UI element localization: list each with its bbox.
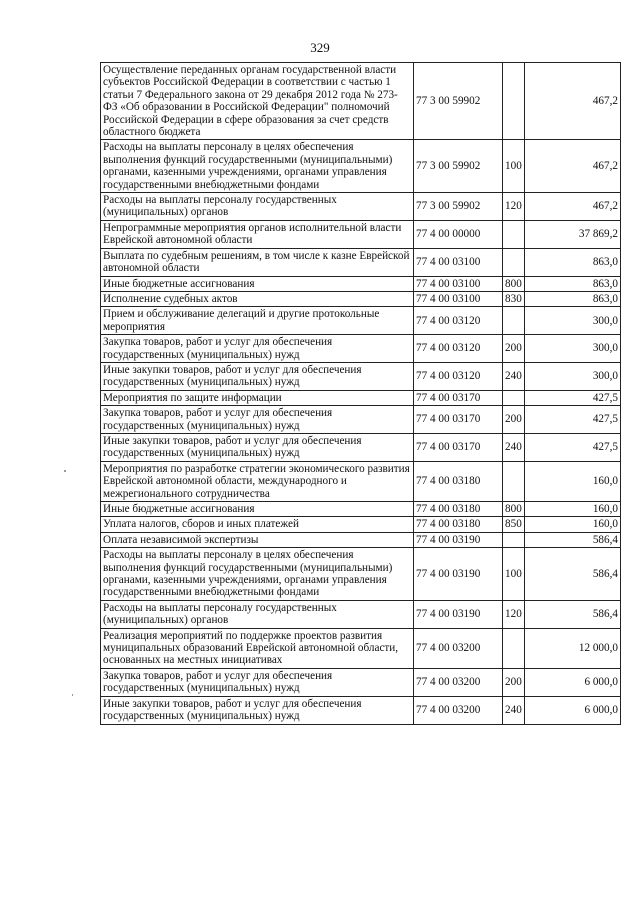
row-code-cell: 77 4 00 03100	[414, 291, 503, 306]
table-row	[101, 248, 621, 276]
row-type-cell: 850	[503, 517, 525, 532]
row-name-cell: Закупка товаров, работ и услуг для обеспечения государственных (муниципальных) нужд	[101, 668, 414, 696]
row-type-cell	[503, 63, 525, 140]
row-code-cell: 77 4 00 03200	[414, 628, 503, 668]
table-row	[101, 390, 621, 405]
table-row	[101, 63, 621, 140]
row-name-cell: Иные закупки товаров, работ и услуг для обеспечения государственных (муниципальных) нужд	[101, 696, 414, 724]
row-type-cell: 200	[503, 406, 525, 434]
row-code-cell: 77 4 00 03180	[414, 461, 503, 501]
row-amount-cell: 427,5	[525, 406, 621, 434]
row-type-cell: 240	[503, 696, 525, 724]
row-code-cell: 77 4 00 03200	[414, 668, 503, 696]
row-code-cell: 77 4 00 03190	[414, 548, 503, 601]
row-amount-cell: 300,0	[525, 335, 621, 363]
row-amount-cell: 6 000,0	[525, 668, 621, 696]
row-type-cell	[503, 248, 525, 276]
row-amount-cell: 863,0	[525, 276, 621, 291]
row-code-cell: 77 4 00 03170	[414, 433, 503, 461]
table-row	[101, 307, 621, 335]
row-code-cell: 77 4 00 03170	[414, 406, 503, 434]
page-number: 329	[310, 40, 330, 55]
row-amount-cell: 300,0	[525, 362, 621, 390]
row-code-cell: 77 4 00 03100	[414, 248, 503, 276]
row-code-cell: 77 4 00 03200	[414, 696, 503, 724]
row-code-cell: 77 4 00 03170	[414, 390, 503, 405]
row-name-cell: Выплата по судебным решениям, в том числе к казне Еврейской автономной области	[101, 248, 414, 276]
row-type-cell: 800	[503, 276, 525, 291]
row-amount-cell: 863,0	[525, 291, 621, 306]
row-code-cell: 77 4 00 03120	[414, 362, 503, 390]
row-code-cell: 77 4 00 03190	[414, 600, 503, 628]
table-row	[101, 502, 621, 517]
row-name-cell: Расходы на выплаты персоналу в целях обеспечения выполнения функций государственными (муниципальными) органами, казенными учреждениями, органами управления государственными внебюджетными фондами	[101, 548, 414, 601]
row-amount-cell: 37 869,2	[525, 220, 621, 248]
row-name-cell: Иные закупки товаров, работ и услуг для обеспечения государственных (муниципальных) нужд	[101, 433, 414, 461]
table-row	[101, 291, 621, 306]
row-name-cell: Мероприятия по разработке стратегии экономического развития Еврейской автономной области, международного и межрегионального сотрудничества	[101, 461, 414, 501]
row-type-cell: 800	[503, 502, 525, 517]
row-amount-cell: 6 000,0	[525, 696, 621, 724]
row-amount-cell: 863,0	[525, 248, 621, 276]
row-code-cell: 77 4 00 03100	[414, 276, 503, 291]
row-amount-cell: 427,5	[525, 390, 621, 405]
row-type-cell	[503, 628, 525, 668]
row-code-cell: 77 4 00 03180	[414, 517, 503, 532]
row-name-cell: Прием и обслуживание делегаций и другие протокольные мероприятия	[101, 307, 414, 335]
row-name-cell: Мероприятия по защите информации	[101, 390, 414, 405]
row-name-cell: Осуществление переданных органам государственной власти субъектов Российской Федерации в соответствии с частью 1 статьи 7 Федерального закона от 29 декабря 2012 года № 273-ФЗ «Об образовании в Российской Федерации" полномочий Российской Федерации в сфере образования за счет средств областного бюджета	[101, 63, 414, 140]
budget-table-body	[101, 63, 621, 725]
row-type-cell: 240	[503, 362, 525, 390]
table-row	[101, 532, 621, 547]
row-name-cell: Расходы на выплаты персоналу государственных (муниципальных) органов	[101, 193, 414, 221]
table-row	[101, 406, 621, 434]
row-name-cell: Уплата налогов, сборов и иных платежей	[101, 517, 414, 532]
row-type-cell: 120	[503, 193, 525, 221]
row-amount-cell: 12 000,0	[525, 628, 621, 668]
row-name-cell: Иные бюджетные ассигнования	[101, 502, 414, 517]
row-type-cell: 100	[503, 140, 525, 193]
table-row	[101, 433, 621, 461]
table-row	[101, 362, 621, 390]
row-name-cell: Оплата независимой экспертизы	[101, 532, 414, 547]
table-row	[101, 461, 621, 501]
row-amount-cell: 586,4	[525, 548, 621, 601]
table-row	[101, 517, 621, 532]
row-amount-cell: 160,0	[525, 502, 621, 517]
table-row	[101, 548, 621, 601]
row-amount-cell: 586,4	[525, 600, 621, 628]
row-type-cell	[503, 461, 525, 501]
row-amount-cell: 467,2	[525, 193, 621, 221]
row-type-cell: 830	[503, 291, 525, 306]
table-row	[101, 600, 621, 628]
table-row	[101, 276, 621, 291]
row-amount-cell: 467,2	[525, 140, 621, 193]
row-name-cell: Реализация мероприятий по поддержке проектов развития муниципальных образований Еврейской автономной области, основанных на местных инициативах	[101, 628, 414, 668]
row-type-cell	[503, 390, 525, 405]
table-row	[101, 193, 621, 221]
row-amount-cell: 160,0	[525, 461, 621, 501]
table-row	[101, 220, 621, 248]
table-row	[101, 668, 621, 696]
row-name-cell: Расходы на выплаты персоналу в целях обеспечения выполнения функций государственными (муниципальными) органами, казенными учреждениями, органами управления государственными внебюджетными фондами	[101, 140, 414, 193]
row-code-cell: 77 3 00 59902	[414, 193, 503, 221]
row-type-cell: 200	[503, 668, 525, 696]
row-name-cell: Закупка товаров, работ и услуг для обеспечения государственных (муниципальных) нужд	[101, 406, 414, 434]
row-type-cell: 100	[503, 548, 525, 601]
row-name-cell: Исполнение судебных актов	[101, 291, 414, 306]
table-row	[101, 628, 621, 668]
table-row	[101, 140, 621, 193]
row-type-cell	[503, 307, 525, 335]
row-amount-cell: 300,0	[525, 307, 621, 335]
table-row	[101, 696, 621, 724]
scan-mark	[64, 470, 66, 472]
row-type-cell: 200	[503, 335, 525, 363]
row-code-cell: 77 4 00 03120	[414, 307, 503, 335]
row-amount-cell: 160,0	[525, 517, 621, 532]
row-amount-cell: 427,5	[525, 433, 621, 461]
budget-table	[100, 62, 621, 725]
row-amount-cell: 586,4	[525, 532, 621, 547]
table-row	[101, 335, 621, 363]
scan-mark	[72, 694, 73, 696]
row-name-cell: Закупка товаров, работ и услуг для обеспечения государственных (муниципальных) нужд	[101, 335, 414, 363]
row-type-cell: 240	[503, 433, 525, 461]
row-code-cell: 77 4 00 00000	[414, 220, 503, 248]
row-code-cell: 77 3 00 59902	[414, 63, 503, 140]
row-code-cell: 77 4 00 03120	[414, 335, 503, 363]
row-name-cell: Иные бюджетные ассигнования	[101, 276, 414, 291]
row-amount-cell: 467,2	[525, 63, 621, 140]
row-type-cell: 120	[503, 600, 525, 628]
row-type-cell	[503, 532, 525, 547]
row-code-cell: 77 4 00 03180	[414, 502, 503, 517]
row-type-cell	[503, 220, 525, 248]
row-code-cell: 77 4 00 03190	[414, 532, 503, 547]
row-name-cell: Непрограммные мероприятия органов исполнительной власти Еврейской автономной области	[101, 220, 414, 248]
row-name-cell: Расходы на выплаты персоналу государственных (муниципальных) органов	[101, 600, 414, 628]
row-code-cell: 77 3 00 59902	[414, 140, 503, 193]
row-name-cell: Иные закупки товаров, работ и услуг для обеспечения государственных (муниципальных) нужд	[101, 362, 414, 390]
